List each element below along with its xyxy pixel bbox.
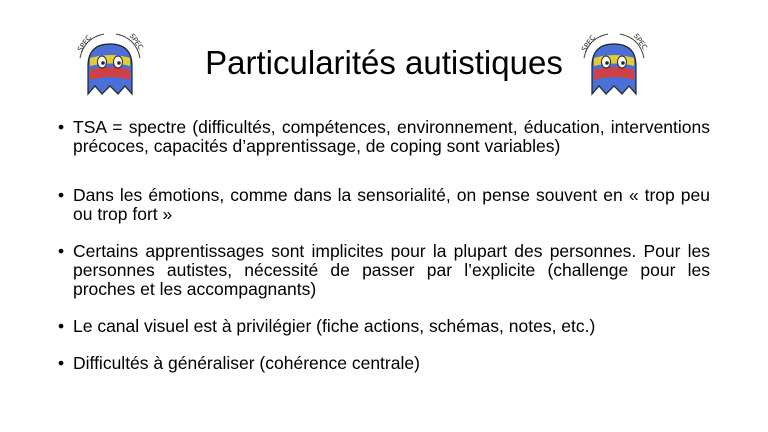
slide-title: Particularités autistiques: [205, 44, 563, 81]
bullet-item: [58, 354, 710, 373]
bullet-item: [58, 186, 710, 224]
svg-text:SPEC: SPEC: [127, 32, 145, 52]
bullet-dot: •: [58, 241, 65, 261]
bullet-dot: •: [58, 185, 65, 205]
bullet-list: [58, 118, 710, 373]
svg-text:SPEC: SPEC: [580, 33, 598, 54]
bullet-text: Difficultés à généraliser (cohérence centrale): [73, 353, 420, 373]
bullet-text: Le canal visuel est à privilégier (fiche actions, schémas, notes, etc.): [73, 316, 596, 336]
bullet-text: TSA = spectre (difficultés, compétences, environnement, éducation, interventions précoces, capacités d’apprentissage, de coping sont variables): [73, 117, 710, 156]
bullet-dot: •: [58, 316, 65, 336]
bullet-text: Certains apprentissages sont implicites pour la plupart des personnes. Pour les personnes autistes, nécessité de passer par l’explicite (challenge pour les proches et les accompagnants): [73, 241, 710, 299]
bullet-dot: •: [58, 353, 65, 373]
svg-text:SPEC: SPEC: [631, 32, 649, 52]
svg-text:SPEC: SPEC: [76, 33, 94, 54]
bullet-dot: •: [58, 117, 65, 137]
bullet-item: [58, 317, 710, 336]
bullet-item: [58, 242, 710, 299]
bullet-text: Dans les émotions, comme dans la sensorialité, on pense souvent en « trop peu ou trop fort »: [73, 185, 710, 224]
spectrum-ghost-logo-left: [74, 28, 146, 100]
bullet-item: [58, 118, 710, 156]
spectrum-ghost-logo-right: [578, 28, 650, 100]
